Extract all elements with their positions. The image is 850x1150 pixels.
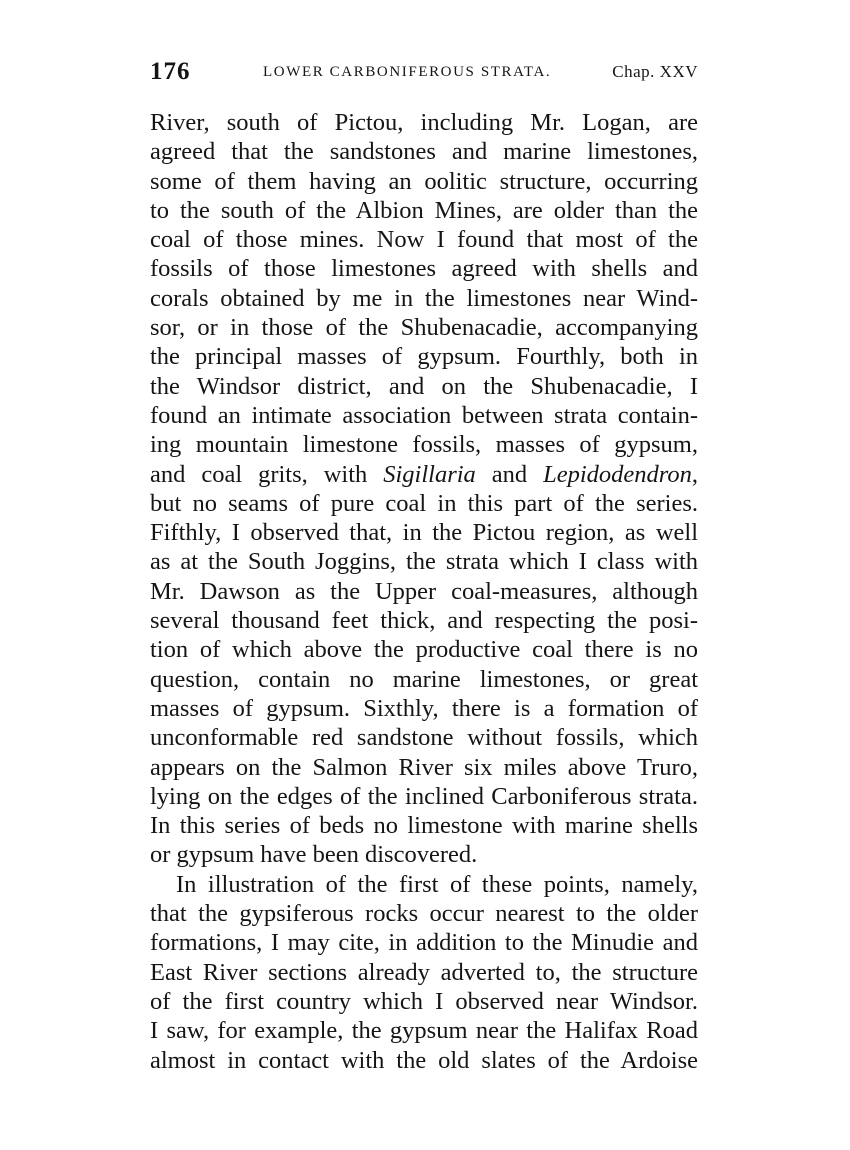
genus-name-lepidodendron: Lepidodendron (543, 460, 692, 488)
running-title: LOWER CARBONIFEROUS STRATA. (263, 64, 552, 80)
running-head (150, 58, 698, 88)
text-line: that the gypsiferous rocks occur nearest to the older (150, 900, 698, 928)
text-line: some of them having an oolitic structure, occurring (150, 167, 698, 195)
text-line: tion of which above the productive coal there is no (150, 636, 698, 664)
text-fragment: , (691, 460, 699, 488)
text-line: formations, I may cite, in addition to the Minudie and (150, 929, 698, 957)
text-line: found an intimate association between strata contain- (150, 401, 698, 429)
text-line: appears on the Salmon River six miles above Truro, (150, 753, 698, 781)
text-line: the Windsor district, and on the Shubenacadie, I (150, 372, 698, 400)
text-line: masses of gypsum. Sixthly, there is a formation of (150, 694, 698, 722)
text-line: Mr. Dawson as the Upper coal-measures, although (150, 577, 698, 605)
text-line: In illustration of the first of these points, namely, (176, 870, 698, 898)
text-fragment: and coal grits, with (150, 460, 384, 488)
text-line: unconformable red sandstone without fossils, which (150, 724, 698, 752)
text-line: agreed that the sandstones and marine limestones, (150, 138, 698, 166)
text-line: corals obtained by me in the limestones near Wind- (150, 284, 698, 312)
text-line: the principal masses of gypsum. Fourthly, both in (150, 343, 698, 371)
body-text (150, 108, 698, 1075)
text-line: of the first country which I observed near Windsor. (150, 987, 698, 1015)
genus-name-sigillaria: Sigillaria (383, 460, 476, 488)
page-number: 176 (150, 58, 191, 85)
text-line: question, contain no marine limestones, or great (150, 665, 698, 693)
text-line: sor, or in those of the Shubenacadie, accompanying (150, 314, 698, 342)
text-line: almost in contact with the old slates of the Ardoise (150, 1046, 698, 1074)
text-fragment: and (475, 460, 544, 488)
text-line: East River sections already adverted to, the structure (150, 958, 698, 986)
text-line (150, 460, 698, 489)
text-line: In this series of beds no limestone with marine shells (150, 812, 698, 840)
text-line: coal of those mines. Now I found that most of the (150, 226, 698, 254)
text-line: or gypsum have been discovered. (150, 841, 478, 869)
text-line: ing mountain limestone fossils, masses of gypsum, (150, 431, 698, 459)
text-line: as at the South Joggins, the strata which I class with (150, 548, 698, 576)
text-line: fossils of those limestones agreed with shells and (150, 255, 698, 283)
text-line: Fifthly, I observed that, in the Pictou region, as well (150, 519, 698, 547)
text-line: lying on the edges of the inclined Carboniferous strata. (150, 782, 698, 810)
text-line: to the south of the Albion Mines, are older than the (150, 196, 698, 224)
chapter-label: Chap. XXV (612, 62, 698, 81)
text-line: I saw, for example, the gypsum near the Halifax Road (150, 1017, 698, 1045)
text-line: River, south of Pictou, including Mr. Logan, are (150, 109, 698, 136)
text-line: several thousand feet thick, and respecting the posi- (150, 607, 698, 635)
text-line: but no seams of pure coal in this part of the series. (150, 489, 698, 517)
